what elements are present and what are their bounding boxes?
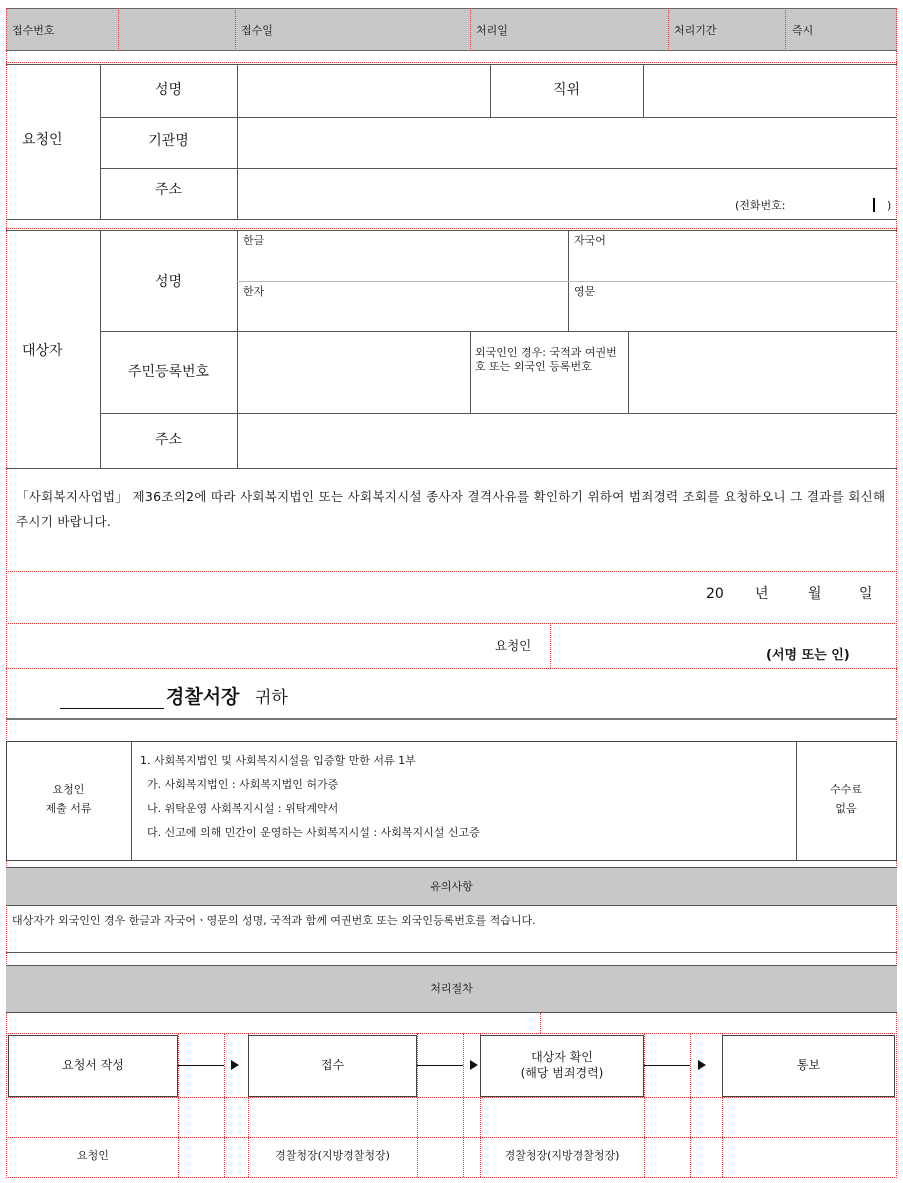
subject-foreigner-note: 외국인인 경우: 국적과 여권번호 또는 외국인 등록번호 [475, 346, 617, 374]
documents-item-3: 나. 위탁운영 사회복지시설 : 위탁계약서 [147, 802, 339, 815]
documents-item-2: 가. 사회복지법인 : 사회복지법인 허가증 [147, 778, 339, 791]
requester-address-label: 주소 [154, 182, 183, 198]
procedure-step-request-label: 요청서 작성 [62, 1058, 124, 1073]
procedure-title: 처리절차 [430, 982, 473, 995]
subject-section-label: 대상자 [22, 343, 63, 359]
procedure-actor-police-1: 경찰청장(지방경찰청장) [275, 1149, 390, 1162]
signature-mark: (서명 또는 인) [766, 648, 850, 663]
procedure-step-verify-label: 대상자 확인 [531, 1050, 593, 1065]
documents-label-line2: 제출 서류 [45, 802, 92, 815]
date-month-label: 월 [808, 586, 822, 602]
fee-label: 수수료 [830, 783, 862, 796]
subject-english-label: 영문 [574, 285, 596, 298]
receipt-date-label: 접수일 [241, 24, 273, 37]
subject-rrn-label: 주민등록번호 [127, 364, 210, 380]
requester-section-label: 요청인 [22, 132, 63, 148]
documents-item-4: 다. 신고에 의해 민간이 운영하는 사회복지시설 : 사회복지시설 신고증 [147, 826, 480, 839]
procedure-step-verify-label2: (해당 범죄경력) [520, 1066, 604, 1080]
recipient-blank-line [60, 708, 164, 709]
recipient-office: 경찰서장 [166, 686, 240, 708]
fee-value: 없음 [835, 802, 857, 815]
connector-line-2 [417, 1065, 463, 1066]
processing-period-value: 즉시 [792, 24, 814, 37]
procedure-step-receipt-label: 접수 [320, 1058, 345, 1073]
processing-date-label: 처리일 [476, 24, 508, 37]
processing-period-label: 처리기간 [674, 24, 717, 37]
notes-text: 대상자가 외국인인 경우 한글과 자국어ㆍ영문의 성명, 국적과 함께 여권번호 또는 외국인등록번호를 적습니다. [12, 914, 536, 927]
notes-title: 유의사항 [430, 880, 473, 893]
procedure-step-notify [722, 1035, 895, 1097]
requester-phone-label: (전화번호: [735, 199, 786, 212]
documents-label-line1: 요청인 [52, 783, 85, 796]
arrow-right-icon [231, 1060, 239, 1070]
subject-name-label: 성명 [154, 274, 183, 290]
procedure-step-notify-label: 통보 [796, 1058, 821, 1073]
request-statement: 「사회복지사업법」 제36조의2에 따라 사회복지법인 또는 사회복지시설 종사자 결격사유를 확인하기 위하여 범죄경력 조회를 요청하오니 그 결과를 회신해 주시기 바랍니다. [16, 489, 886, 529]
subject-hanja-label: 한자 [243, 285, 265, 298]
procedure-step-verify [480, 1035, 644, 1097]
documents-item-1: 1. 사회복지법인 및 사회복지시설을 입증할 만한 서류 1부 [140, 754, 416, 767]
subject-address-label: 주소 [154, 432, 183, 448]
receipt-number-label: 접수번호 [12, 24, 55, 37]
requester-name-label: 성명 [154, 82, 183, 98]
subject-korean-label: 한글 [243, 234, 265, 247]
procedure-actor-requester: 요청인 [77, 1149, 109, 1162]
requester-org-label: 기관명 [148, 133, 189, 149]
procedure-step-request [8, 1035, 178, 1097]
date-year-prefix: 20 [706, 586, 724, 602]
section-divider [6, 718, 897, 720]
procedure-step-receipt [248, 1035, 417, 1097]
arrow-right-icon [470, 1060, 478, 1070]
date-day-label: 일 [859, 586, 873, 602]
connector-line-3 [644, 1065, 690, 1066]
date-year-label: 년 [755, 586, 769, 602]
recipient-honorific: 귀하 [255, 688, 288, 708]
requester-position-label: 직위 [552, 82, 581, 98]
procedure-actor-police-2: 경찰청장(지방경찰청장) [504, 1149, 620, 1162]
signature-requester-label: 요청인 [495, 638, 532, 653]
arrow-right-icon [698, 1060, 706, 1070]
requester-phone-suffix: ) [887, 199, 892, 212]
subject-native-label: 자국어 [574, 234, 606, 247]
receipt-header-bar [6, 8, 897, 51]
text-cursor [873, 198, 875, 212]
connector-line-1 [178, 1065, 224, 1066]
